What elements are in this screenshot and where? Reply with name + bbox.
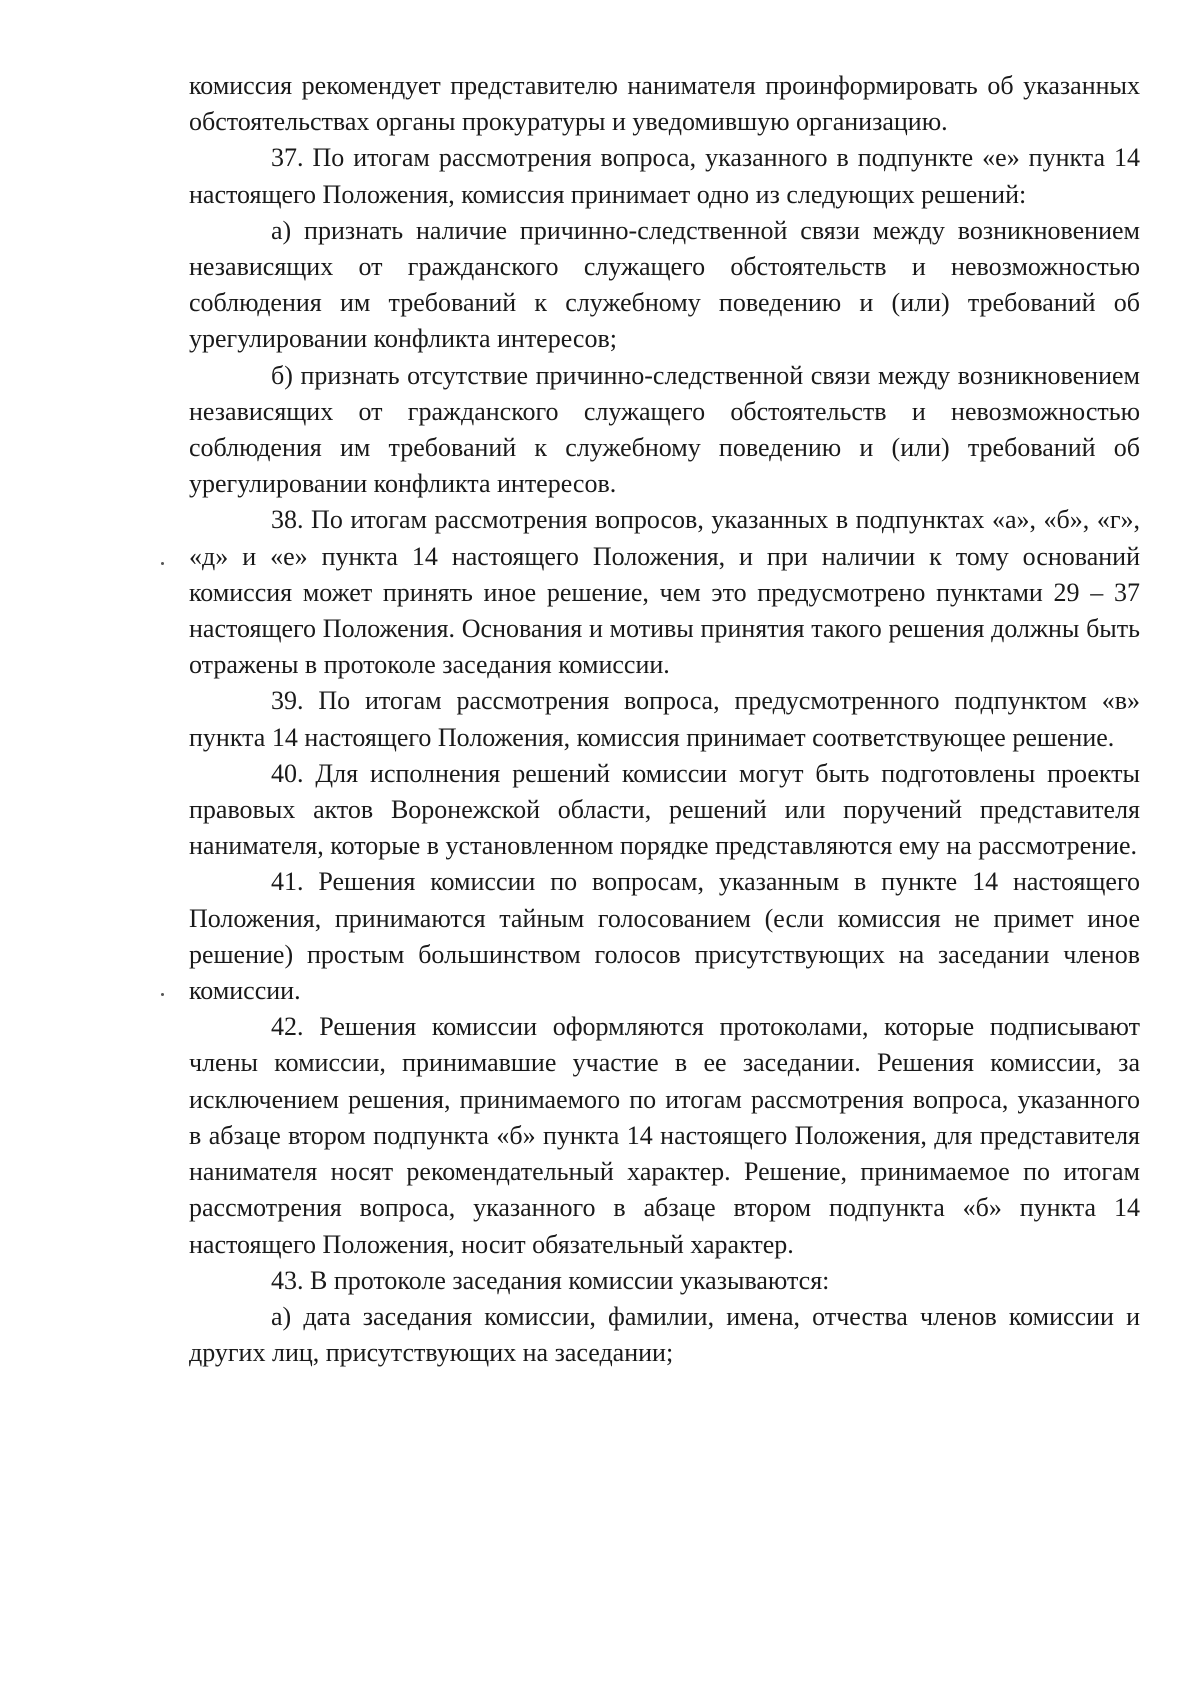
document-body <box>189 68 1140 1371</box>
paragraph-41: 41. Решения комиссии по вопросам, указанным в пункте 14 настоящего Положения, принимаются тайным голосованием (если комиссия не примет иное решение) простым большинством голосов присутствующих на заседании членов комиссии. <box>189 867 1140 1006</box>
paragraph-37-b: б) признать отсутствие причинно-следственной связи между возникновением независящих от гражданского служащего обстоятельств и невозможностью соблюдения им требований к служебному поведению и (или) требований об урегулировании конфликта интересов. <box>189 360 1140 499</box>
paragraph-42: 42. Решения комиссии оформляются протоколами, которые подписывают члены комиссии, принимавшие участие в ее заседании. Решения комиссии, за исключением решения, принимаемого по итогам рассмотрения вопроса, указанного в абзаце втором подпункта «б» пункта 14 настоящего Положения, для представителя нанимателя носят рекомендательный характер. Решение, принимаемое по итогам рассмотрения вопроса, указанного в абзаце втором подпункта «б» пункта 14 настоящего Положения, носит обязательный характер. <box>189 1012 1140 1259</box>
paragraph-38: 38. По итогам рассмотрения вопросов, указанных в подпунктах «а», «б», «г», «д» и «е» пункта 14 настоящего Положения, и при наличии к тому оснований комиссия может принять иное решение, чем это предусмотрено пунктами 29 – 37 настоящего Положения. Основания и мотивы принятия такого решения должны быть отражены в протоколе заседания комиссии. <box>189 505 1140 680</box>
paragraph-39: 39. По итогам рассмотрения вопроса, предусмотренного подпунктом «в» пункта 14 настоящего Положения, комиссия принимает соответствующее решение. <box>189 686 1140 752</box>
paragraph-43-a: а) дата заседания комиссии, фамилии, имена, отчества членов комиссии и других лиц, присутствующих на заседании; <box>189 1301 1140 1368</box>
paragraph-40: 40. Для исполнения решений комиссии могут быть подготовлены проекты правовых актов Воронежской области, решений или поручений представителя нанимателя, которые в установленном порядке представляются ему на рассмотрение. <box>189 758 1140 861</box>
scan-speck <box>161 993 164 996</box>
scan-speck <box>161 562 164 565</box>
paragraph-43: 43. В протоколе заседания комиссии указываются: <box>271 1265 830 1295</box>
paragraph-37-a: а) признать наличие причинно-следственной связи между возникновением независящих от гражданского служащего обстоятельств и невозможностью соблюдения им требований к служебному поведению и (или) требований об урегулировании конфликта интересов; <box>189 215 1140 354</box>
paragraph-continuation: комиссия рекомендует представителю нанимателя проинформировать об указанных обстоятельствах органы прокуратуры и уведомившую организацию. <box>189 71 1140 137</box>
paragraph-37: 37. По итогам рассмотрения вопроса, указанного в подпункте «е» пункта 14 настоящего Положения, комиссия принимает одно из следующих решений: <box>189 143 1140 209</box>
